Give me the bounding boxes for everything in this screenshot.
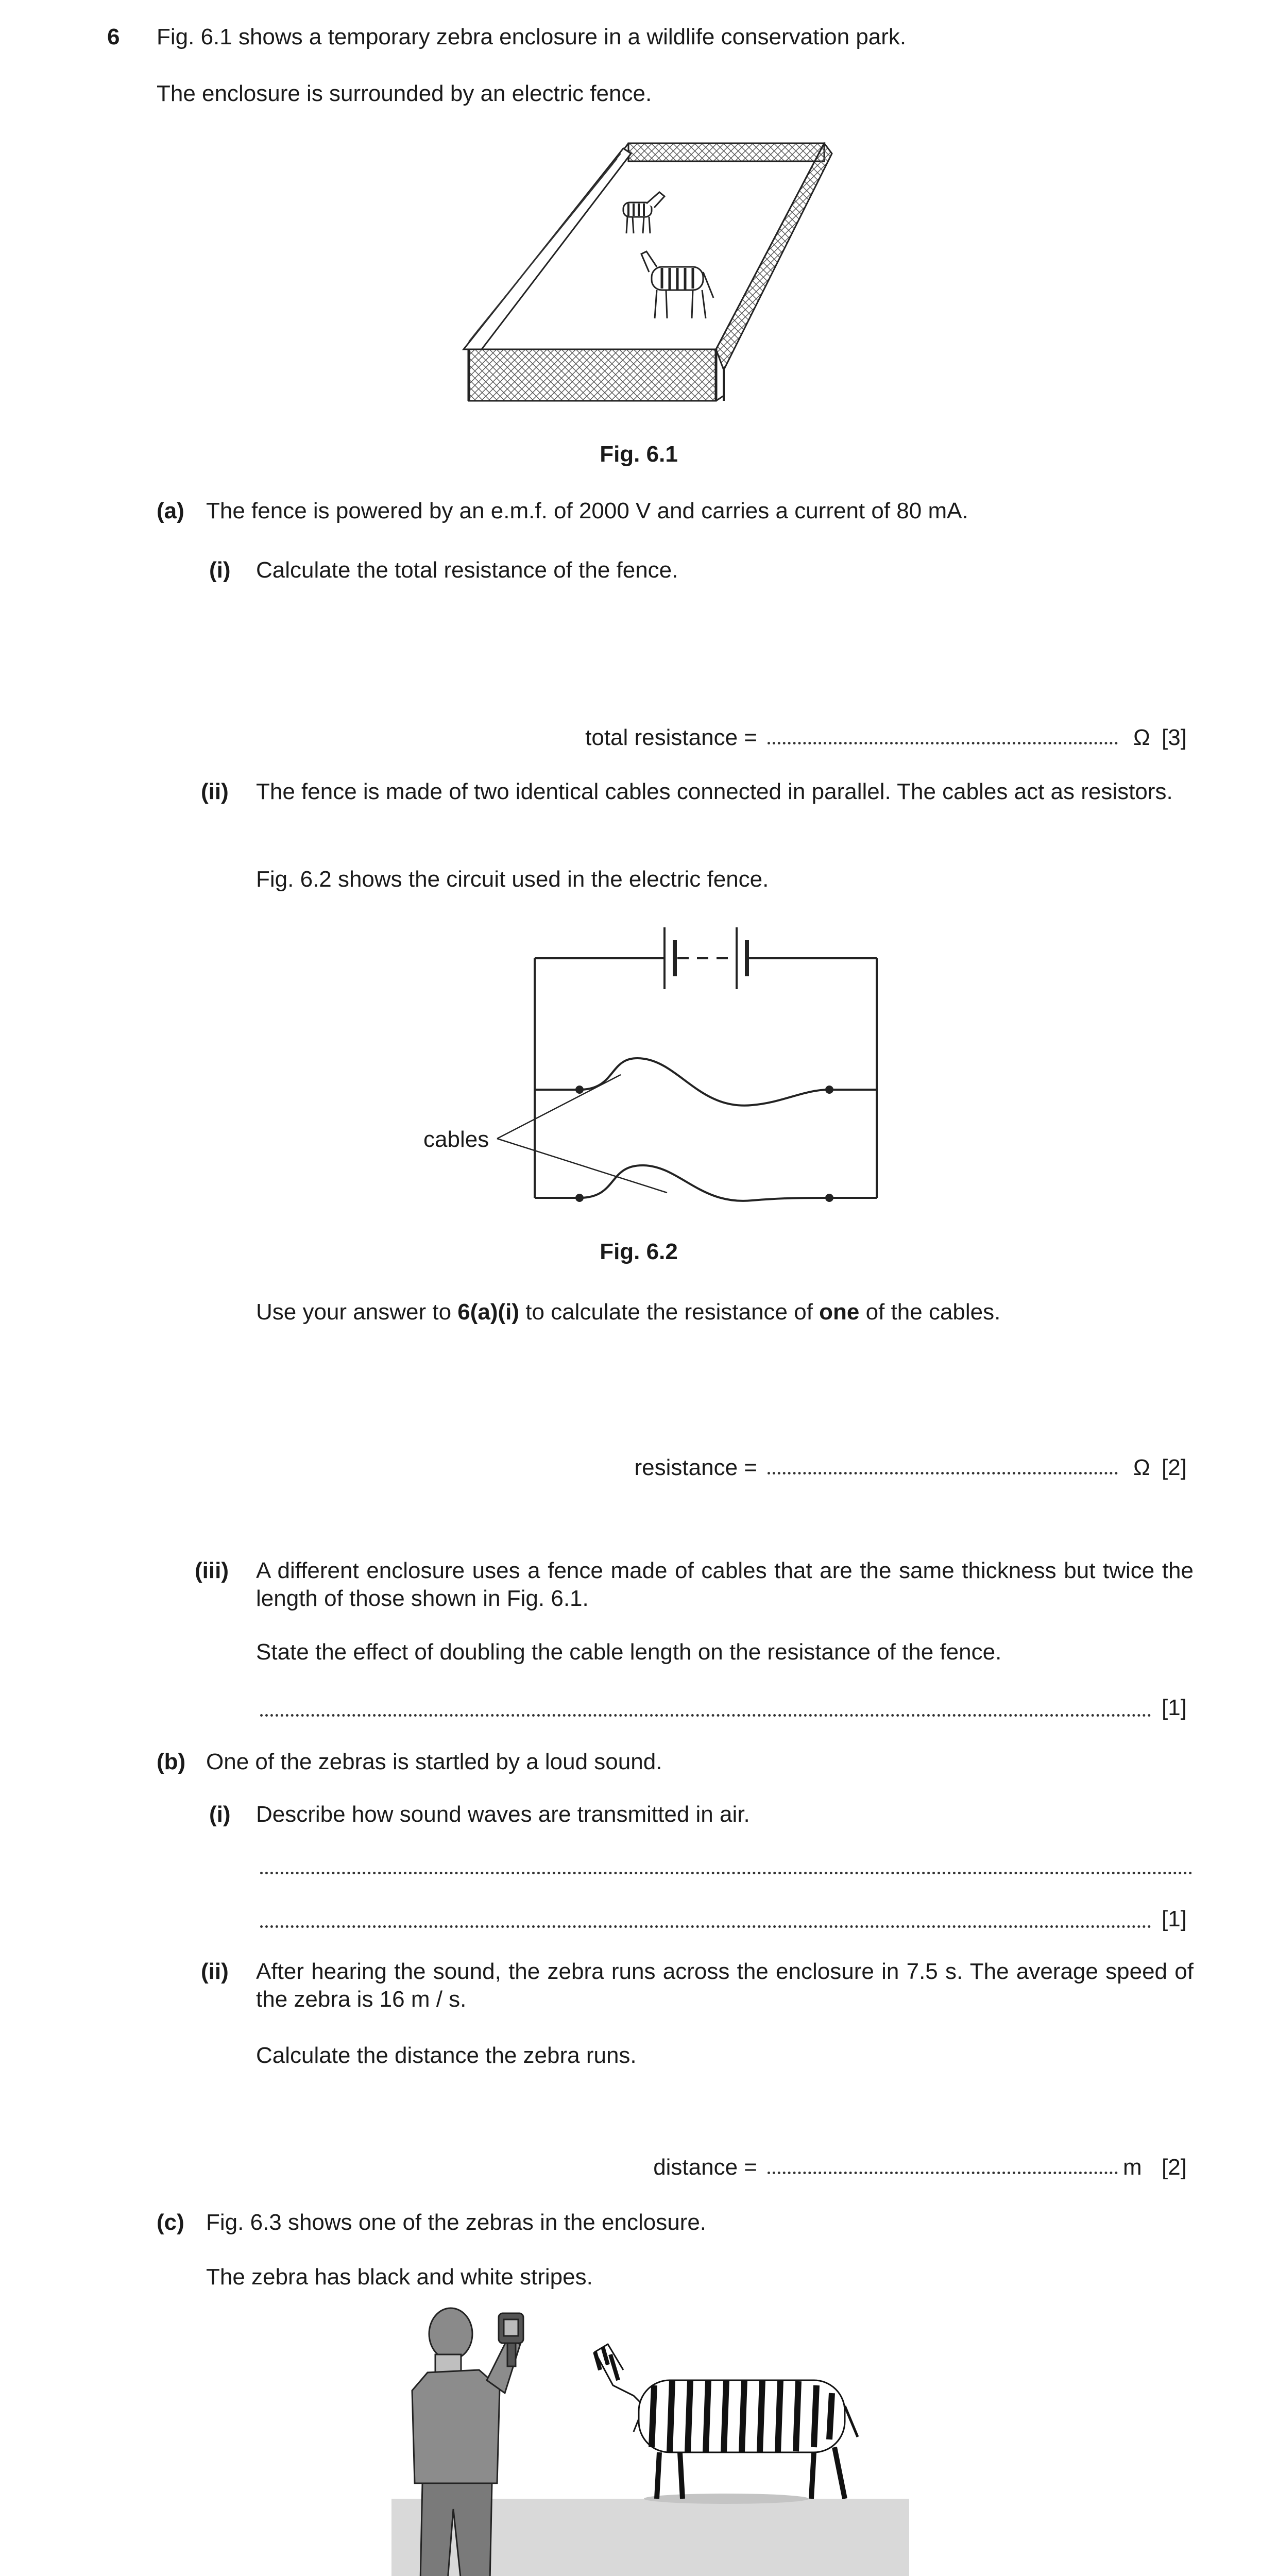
part-a-ii-text: The fence is made of two identical cables connected in parallel. The cables act as resistors. <box>256 779 1173 804</box>
fig-6-2-caption: Fig. 6.2 <box>600 1239 678 1264</box>
total-resistance-unit: Ω <box>1133 725 1150 750</box>
vet-zebra-figure <box>391 2303 912 2576</box>
total-resistance-answer-line[interactable] <box>768 742 1118 744</box>
marks-a-ii: [2] <box>1162 1455 1187 1480</box>
part-a-ii-instruction: Use your answer to 6(a)(i) to calculate the resistance of one of the cables. <box>256 1299 1001 1325</box>
resistance-answer-line[interactable] <box>768 1472 1118 1475</box>
question-number: 6 <box>107 24 120 49</box>
resistance-label: resistance = <box>634 1455 757 1480</box>
part-b-stem: One of the zebras is startled by a loud sound. <box>206 1749 662 1774</box>
part-a-ii-text2: Fig. 6.2 shows the circuit used in the electric fence. <box>256 867 769 892</box>
marks-a-iii: [1] <box>1162 1695 1187 1720</box>
part-a-iii-text: A different enclosure uses a fence made of cables that are the same thickness but twice the length of those shown in Fig. 6.1. <box>256 1558 1194 1611</box>
part-b-i-text: Describe how sound waves are transmitted in air. <box>256 1802 750 1827</box>
part-c-stem2: The zebra has black and white stripes. <box>206 2264 593 2290</box>
question-intro: Fig. 6.1 shows a temporary zebra enclosure in a wildlife conservation park. <box>157 24 907 49</box>
fig-6-1-caption: Fig. 6.1 <box>600 442 678 467</box>
part-a-ii-label: (ii) <box>201 779 229 804</box>
marks-a-i: [3] <box>1162 725 1187 750</box>
part-a-iii-label: (iii) <box>195 1558 229 1583</box>
answer-line-b-i-1[interactable] <box>260 1872 1192 1874</box>
part-a-i-label: (i) <box>209 557 231 583</box>
part-c-label: (c) <box>157 2210 184 2235</box>
distance-label: distance = <box>653 2155 757 2180</box>
distance-answer-line[interactable] <box>768 2172 1118 2174</box>
resistance-unit: Ω <box>1133 1455 1150 1480</box>
cables-label: cables <box>423 1127 489 1152</box>
marks-b-i: [1] <box>1162 1906 1187 1931</box>
answer-line-b-i-2[interactable] <box>260 1925 1151 1928</box>
marks-b-ii: [2] <box>1162 2155 1187 2180</box>
part-b-ii-text: After hearing the sound, the zebra runs across the enclosure in 7.5 s. The average speed of the zebra is 16 m / s. <box>256 1959 1194 2012</box>
part-b-i-label: (i) <box>209 1802 231 1827</box>
part-a-label: (a) <box>157 498 184 523</box>
answer-line-a-iii[interactable] <box>260 1714 1151 1717</box>
part-b-ii-text2: Calculate the distance the zebra runs. <box>256 2043 637 2068</box>
question-intro-fence: The enclosure is surrounded by an electric fence. <box>157 81 652 106</box>
part-c-stem: Fig. 6.3 shows one of the zebras in the enclosure. <box>206 2210 707 2235</box>
part-b-ii-label: (ii) <box>201 1959 229 1984</box>
circuit-diagram <box>412 917 896 1206</box>
enclosure-figure <box>453 133 845 411</box>
part-a-i-text: Calculate the total resistance of the fence. <box>256 557 678 583</box>
part-a-stem: The fence is powered by an e.m.f. of 2000 V and carries a current of 80 mA. <box>206 498 968 523</box>
part-b-label: (b) <box>157 1749 186 1774</box>
distance-unit: m <box>1123 2155 1142 2180</box>
part-a-iii-text2: State the effect of doubling the cable length on the resistance of the fence. <box>256 1639 1002 1665</box>
total-resistance-label: total resistance = <box>585 725 757 750</box>
